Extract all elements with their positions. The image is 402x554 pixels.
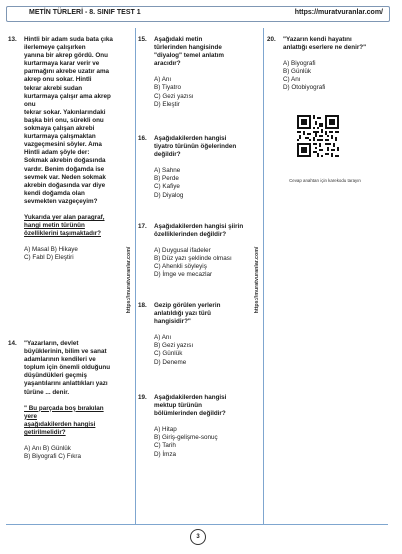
option-list bbox=[154, 334, 260, 366]
question-stem: Gezip görülen yerlerin anlatıldığı yazı türü hangisidir?" bbox=[154, 302, 221, 326]
column-divider-1 bbox=[135, 28, 136, 524]
page-number: 3 bbox=[190, 529, 206, 545]
option-c[interactable]: C) Kafiye bbox=[154, 183, 180, 191]
option-a[interactable]: A) Duygusal ifadeler bbox=[154, 247, 211, 255]
column-divider-2 bbox=[263, 28, 264, 524]
option-d[interactable]: D) Deneme bbox=[154, 358, 187, 366]
option-c[interactable]: C) Günlük bbox=[154, 350, 183, 358]
side-url-left: https://muratvuranlar.com/ bbox=[126, 246, 132, 314]
option-list bbox=[154, 426, 260, 458]
option-a[interactable]: A) Anı bbox=[154, 334, 172, 342]
question-number: 14. bbox=[8, 340, 17, 347]
option-c[interactable]: C) Gezi yazısı bbox=[154, 92, 194, 100]
option-b[interactable]: B) Giriş-gelişme-sonuç bbox=[154, 434, 218, 442]
qr-code-icon[interactable] bbox=[297, 115, 339, 157]
option-b[interactable]: B) Tiyatro bbox=[154, 84, 181, 92]
option-c[interactable]: C) Tarih bbox=[154, 442, 176, 450]
option-list bbox=[283, 60, 389, 92]
question-16 bbox=[138, 135, 260, 200]
question-stem: "Yazarın kendi hayatını anlattığı eserlere ne denir?" bbox=[283, 36, 367, 52]
question-number: 20. bbox=[267, 36, 276, 43]
question-number: 13. bbox=[8, 36, 17, 43]
question-stem: Aşağıdakilerden hangisi mektup türünün bölümlerinden değildir? bbox=[154, 394, 227, 418]
option-a[interactable]: A) Sahne bbox=[154, 167, 181, 175]
question-prompt: " Bu parçada boş bırakılan yere aşağıdakilerden hangisi getirilmelidir? bbox=[24, 404, 104, 436]
side-url-right: https://muratvuranlar.com/ bbox=[254, 246, 260, 314]
option-d[interactable]: D) İmza bbox=[154, 450, 177, 458]
option-b[interactable]: B) Düz yazı şeklinde olması bbox=[154, 255, 232, 263]
footer-rule bbox=[6, 524, 388, 525]
option-list bbox=[154, 167, 260, 199]
question-number: 18. bbox=[138, 302, 147, 309]
qr-caption: Cevap anahtarı için karekodu tarayın bbox=[289, 178, 361, 183]
option-row[interactable]: A) Masal B) Hikaye bbox=[24, 246, 78, 254]
question-18 bbox=[138, 302, 260, 367]
option-list bbox=[24, 445, 132, 461]
question-prompt: Yukarıda yer alan paragraf, hangi metin türünün özelliklerini taşımaktadır? bbox=[24, 213, 105, 238]
question-stem: Hintli bir adam suda bata çıka ilerlemeye çalışırken yanına bir akrep gördü. Onu kurtarmaya karar verir ve parmağını akrebe uzatır ama akrep onu sokar. Hintli tekrar akrebi sudan kurtarmaya çalışır ama akrep onu tekrar sokar. Yakınlarındaki başka biri onu, sürekli onu sokmaya çalışan akrebi kurtarmaya çalışmaktan vazgeçmesini söyler. Ama Hintli adam şöyle der: Sokmak akrebin doğasında vardır. Benim doğamda ise sevmek var. Neden sokmak akrebin doğasında var diye kendi doğamda olan sevmekten vazgeçeyim? bbox=[24, 36, 113, 205]
question-15 bbox=[138, 36, 260, 109]
question-number: 16. bbox=[138, 135, 147, 142]
question-number: 19. bbox=[138, 394, 147, 401]
option-a[interactable]: A) Hitap bbox=[154, 426, 177, 434]
option-d[interactable]: D) İmge ve mecazlar bbox=[154, 271, 213, 279]
option-list bbox=[24, 246, 132, 262]
option-c[interactable]: C) Anı bbox=[283, 76, 301, 84]
option-b[interactable]: B) Gezi yazısı bbox=[154, 342, 194, 350]
option-d[interactable]: D) Otobiyografi bbox=[283, 84, 326, 92]
option-row[interactable]: B) Biyografi C) Fıkra bbox=[24, 453, 82, 461]
question-stem: Aşağıdakilerden hangisi tiyatro türünün öğelerinden değildir? bbox=[154, 135, 237, 159]
option-a[interactable]: A) Biyografi bbox=[283, 60, 316, 68]
question-stem: Aşağıdakilerden hangisi şiirin özelliklerinden değildir? bbox=[154, 223, 244, 239]
question-stem: "Yazarların, devlet büyüklerinin, bilim ve sanat adamlarının kendileri ve toplum için önemli olduğunu düşündükleri geçmiş yaşantılarını anlattıkları yazı türüne ... denir. bbox=[24, 340, 111, 396]
option-b[interactable]: B) Perde bbox=[154, 175, 179, 183]
option-c[interactable]: C) Ahenkli söyleyiş bbox=[154, 263, 207, 271]
page-header bbox=[6, 6, 390, 22]
option-a[interactable]: A) Anı bbox=[154, 76, 172, 84]
option-list bbox=[154, 247, 260, 279]
question-19 bbox=[138, 394, 260, 459]
question-number: 15. bbox=[138, 36, 147, 43]
option-b[interactable]: B) Günlük bbox=[283, 68, 311, 76]
question-20 bbox=[267, 36, 389, 93]
option-row[interactable]: A) Anı B) Günlük bbox=[24, 445, 71, 453]
header-url[interactable]: https://muratvuranlar.com/ bbox=[294, 9, 383, 16]
question-stem: Aşağıdaki metin türlerinden hangisinde "diyalog" temel anlatım aracıdır? bbox=[154, 36, 225, 68]
question-13 bbox=[8, 36, 132, 262]
test-title: METİN TÜRLERİ - 8. SINIF TEST 1 bbox=[29, 9, 141, 16]
option-row[interactable]: C) Fabl D) Eleştiri bbox=[24, 254, 74, 262]
question-17 bbox=[138, 223, 260, 280]
option-d[interactable]: D) Diyalog bbox=[154, 191, 184, 199]
option-list bbox=[154, 76, 260, 108]
question-14 bbox=[8, 340, 132, 461]
question-number: 17. bbox=[138, 223, 147, 230]
option-d[interactable]: D) Eleştir bbox=[154, 100, 180, 108]
